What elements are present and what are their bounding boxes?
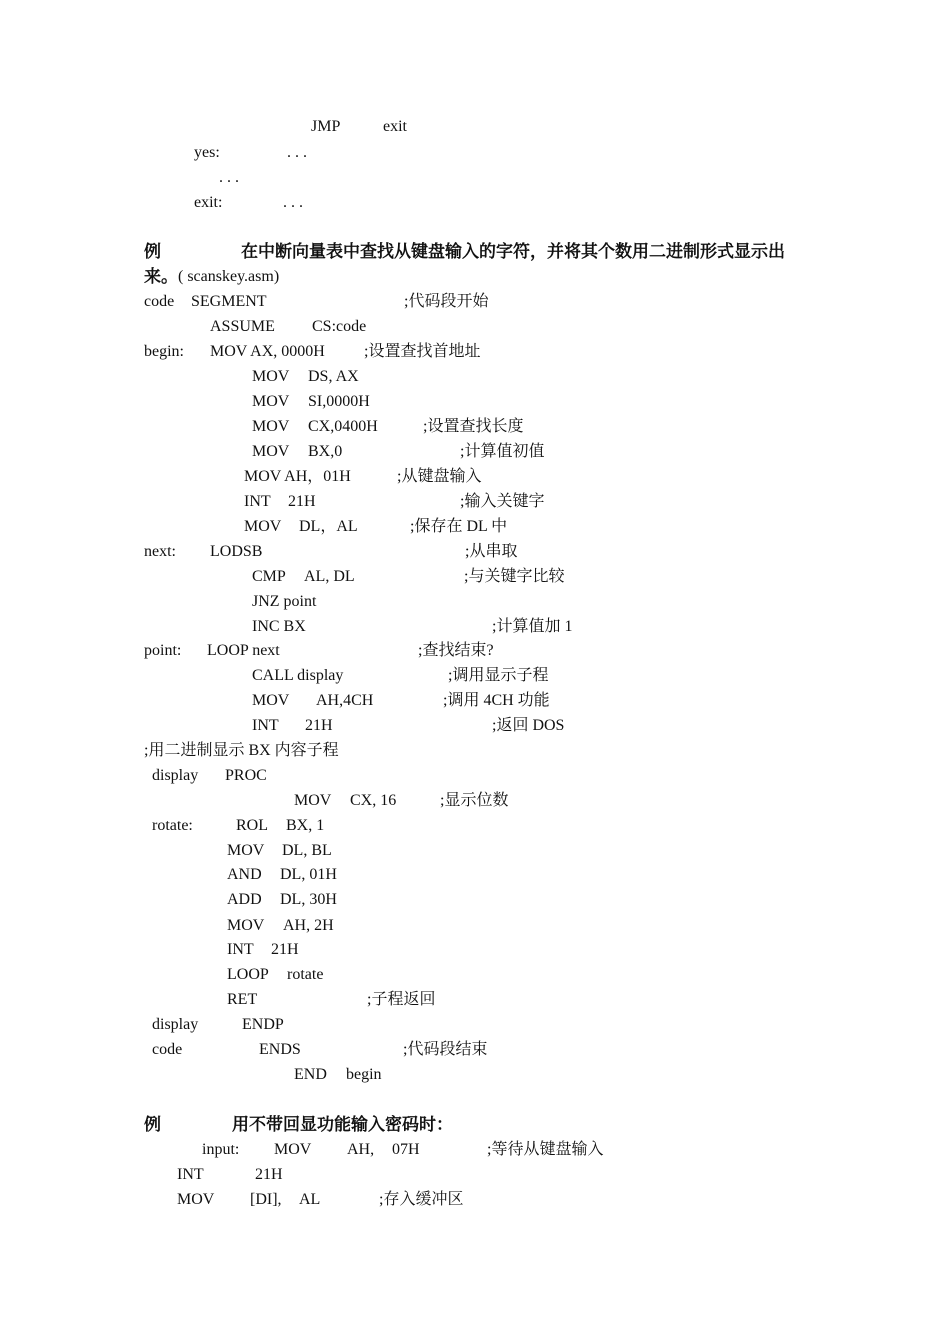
code-text: . . .: [287, 144, 307, 161]
code-text: exit: [383, 118, 407, 135]
code-text: LOOP next: [207, 642, 280, 659]
code-text: ROL: [236, 817, 268, 834]
code-comment: ;存入缓冲区: [379, 1191, 464, 1208]
code-text: AH,: [347, 1141, 375, 1158]
code-text: . . .: [283, 194, 303, 211]
example-title: 用不带回显功能输入密码时：: [232, 1115, 453, 1134]
code-text: CS:code: [312, 318, 367, 335]
code-comment: ;计算值初值: [460, 443, 545, 460]
code-text: [DI],: [250, 1191, 282, 1208]
code-comment: ;从串取: [465, 543, 518, 560]
code-label: code: [152, 1041, 183, 1058]
code-text: DL, 30H: [280, 891, 337, 908]
code-text: MOV: [227, 917, 265, 934]
code-text: INT: [227, 941, 254, 958]
code-text: begin: [346, 1066, 382, 1083]
example-title-cont: 来。: [144, 267, 178, 286]
code-comment: ;计算值加 1: [492, 618, 573, 635]
code-text: JNZ point: [252, 593, 317, 610]
example-label: 例: [144, 242, 161, 261]
code-comment: ;返回 DOS: [492, 717, 565, 734]
code-text: DL, 01H: [280, 866, 337, 883]
code-text: BX, 1: [286, 817, 325, 834]
code-comment: ;设置查找首地址: [364, 343, 481, 360]
code-text: AL: [299, 1191, 321, 1208]
code-text: CX, 16: [350, 792, 397, 809]
code-comment: ;等待从键盘输入: [487, 1141, 604, 1158]
code-text: INT: [177, 1166, 204, 1183]
example-title: 在中断向量表中查找从键盘输入的字符，并将其个数用二进制形式显示出: [241, 242, 785, 261]
code-comment: ;输入关键字: [460, 493, 545, 510]
code-text: INT: [244, 493, 271, 510]
code-text: MOV AX, 0000H: [210, 343, 325, 360]
code-comment: ;调用 4CH 功能: [443, 692, 550, 709]
code-text: PROC: [225, 767, 267, 784]
code-comment: ;用二进制显示 BX 内容子程: [144, 742, 339, 759]
code-label: yes:: [194, 144, 220, 161]
code-label: display: [152, 767, 199, 784]
code-text: CX,0400H: [308, 418, 378, 435]
code-comment: ;保存在 DL 中: [410, 518, 508, 535]
code-text: AND: [227, 866, 262, 883]
code-text: 21H: [271, 941, 299, 958]
code-text: SEGMENT: [191, 293, 267, 310]
code-text: LOOP: [227, 966, 269, 983]
code-label: code: [144, 293, 175, 310]
code-text: DL，AL: [299, 518, 358, 535]
code-text: MOV: [252, 418, 290, 435]
code-text: 07H: [392, 1141, 420, 1158]
code-text: AH, 2H: [283, 917, 334, 934]
code-text: LODSB: [210, 543, 263, 560]
code-comment: ;设置查找长度: [423, 418, 524, 435]
code-label: input:: [202, 1141, 240, 1158]
code-text: MOV AH，01H: [244, 468, 351, 485]
code-text: CALL display: [252, 667, 344, 684]
code-text: rotate: [287, 966, 324, 983]
code-text: END: [294, 1066, 327, 1083]
code-label: begin:: [144, 343, 184, 360]
code-text: JMP: [311, 118, 341, 135]
code-text: MOV: [252, 393, 290, 410]
code-text: MOV: [227, 842, 265, 859]
code-text: MOV: [252, 368, 290, 385]
code-comment: ;显示位数: [440, 792, 509, 809]
code-text: DS, AX: [308, 368, 359, 385]
code-text: MOV: [252, 692, 290, 709]
code-text: AL, DL: [304, 568, 355, 585]
code-comment: ;从键盘输入: [397, 468, 482, 485]
code-text: RET: [227, 991, 258, 1008]
code-text: ENDS: [259, 1041, 301, 1058]
code-text: BX,0: [308, 443, 343, 460]
code-label: rotate:: [152, 817, 193, 834]
code-text: . . .: [219, 169, 239, 186]
code-comment: ;与关键字比较: [464, 568, 565, 585]
code-text: ENDP: [242, 1016, 284, 1033]
code-text: 21H: [305, 717, 333, 734]
code-text: MOV: [274, 1141, 312, 1158]
code-text: ADD: [227, 891, 262, 908]
code-comment: ;子程返回: [367, 991, 436, 1008]
code-comment: ;代码段结束: [403, 1041, 488, 1058]
code-text: MOV: [177, 1191, 215, 1208]
code-text: INC BX: [252, 618, 306, 635]
code-label: exit:: [194, 194, 223, 211]
code-text: MOV: [294, 792, 332, 809]
code-text: DL, BL: [282, 842, 332, 859]
code-text: MOV: [244, 518, 282, 535]
code-comment: ;查找结束?: [418, 642, 494, 659]
code-label: display: [152, 1016, 199, 1033]
code-text: 21H: [255, 1166, 283, 1183]
code-text: INT: [252, 717, 279, 734]
code-text: 21H: [288, 493, 316, 510]
example-label: 例: [144, 1115, 161, 1134]
code-text: SI,0000H: [308, 393, 370, 410]
code-text: AH,4CH: [316, 692, 374, 709]
code-label: next:: [144, 543, 176, 560]
file-name: ( scanskey.asm): [178, 268, 280, 285]
code-text: MOV: [252, 443, 290, 460]
code-comment: ;调用显示子程: [448, 667, 549, 684]
code-text: ASSUME: [210, 318, 275, 335]
code-comment: ;代码段开始: [404, 293, 489, 310]
code-label: point:: [144, 642, 182, 659]
code-text: CMP: [252, 568, 286, 585]
